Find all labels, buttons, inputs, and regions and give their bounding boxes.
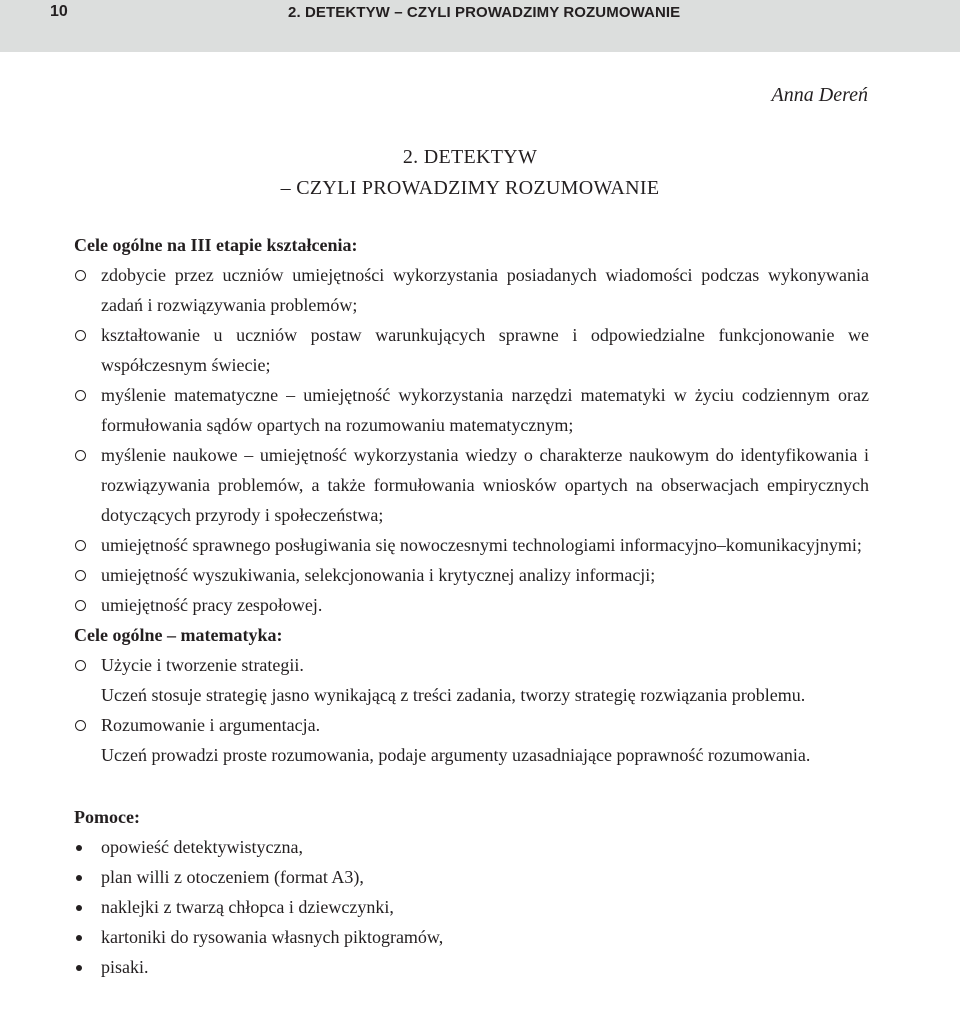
- aids-section: [74, 802, 869, 982]
- list-item-text: umiejętność wyszukiwania, selekcjonowania i krytycznej analizy informacji;: [101, 565, 656, 585]
- math-goals-list: [74, 650, 869, 680]
- bullet-dot-icon: [76, 905, 82, 911]
- circle-bullet-icon: [75, 660, 86, 671]
- author-name: Anna Dereń: [771, 84, 868, 106]
- chapter-title-line-2: – CZYLI PROWADZIMY ROZUMOWANIE: [280, 177, 660, 199]
- list-item: [74, 320, 869, 380]
- chapter-title: [0, 142, 940, 204]
- list-item-text: Rozumowanie i argumentacja.: [101, 715, 321, 735]
- circle-bullet-icon: [75, 720, 86, 731]
- list-item-text: kształtowanie u uczniów postaw warunkujących sprawne i odpowiedzialne funkcjonowanie we współczesnym świecie;: [101, 325, 869, 375]
- list-item-text: myślenie naukowe – umiejętność wykorzystania wiedzy o charakterze naukowym do identyfikowania i rozwiązywania problemów, a także formułowania wniosków opartych na obserwacjach empirycznych dotyczących przyrody i społeczeństwa;: [101, 445, 869, 525]
- circle-bullet-icon: [75, 600, 86, 611]
- circle-bullet-icon: [75, 330, 86, 341]
- circle-bullet-icon: [75, 540, 86, 551]
- list-item-text: pisaki.: [101, 957, 149, 977]
- list-item: [74, 380, 869, 440]
- running-header: [0, 0, 960, 52]
- list-item-text: opowieść detektywistyczna,: [101, 837, 303, 857]
- chapter-body: [74, 230, 869, 982]
- circle-bullet-icon: [75, 570, 86, 581]
- math-goals-heading: Cele ogólne – matematyka:: [74, 625, 283, 645]
- list-item: [74, 590, 869, 620]
- circle-bullet-icon: [75, 270, 86, 281]
- general-goals-heading: Cele ogólne na III etapie kształcenia:: [74, 235, 358, 255]
- list-item: [74, 560, 869, 590]
- list-item: [74, 892, 869, 922]
- list-item-text: myślenie matematyczne – umiejętność wykorzystania narzędzi matematyki w życiu codziennym oraz formułowania sądów opartych na rozumowaniu matematycznym;: [101, 385, 869, 435]
- bullet-dot-icon: [76, 845, 82, 851]
- list-item-text: zdobycie przez uczniów umiejętności wykorzystania posiadanych wiadomości podczas wykonywania zadań i rozwiązywania problemów;: [101, 265, 869, 315]
- bullet-dot-icon: [76, 965, 82, 971]
- bullet-dot-icon: [76, 875, 82, 881]
- chapter-title-line-1: 2. DETEKTYW: [402, 146, 538, 168]
- list-item: [74, 922, 869, 952]
- list-item: [74, 440, 869, 530]
- math-goals-list-continued: [74, 710, 869, 740]
- aids-list: [74, 832, 869, 982]
- list-item-text: naklejki z twarzą chłopca i dziewczynki,: [101, 897, 394, 917]
- running-title: 2. DETEKTYW – CZYLI PROWADZIMY ROZUMOWANIE: [288, 4, 681, 21]
- list-item: [74, 952, 869, 982]
- list-item-text: umiejętność pracy zespołowej.: [101, 595, 323, 615]
- list-item-text: umiejętność sprawnego posługiwania się nowoczesnymi technologiami informacyjno–komunikacyjnymi;: [101, 535, 862, 555]
- list-item-text: kartoniki do rysowania własnych piktogramów,: [101, 927, 444, 947]
- circle-bullet-icon: [75, 450, 86, 461]
- list-item: [74, 650, 869, 680]
- circle-bullet-icon: [75, 390, 86, 401]
- list-item: [74, 832, 869, 862]
- general-goals-list: [74, 260, 869, 620]
- aids-heading: Pomoce:: [74, 807, 140, 827]
- list-item-text: Użycie i tworzenie strategii.: [101, 655, 304, 675]
- page-number: 10: [50, 3, 68, 20]
- goal-description: Uczeń prowadzi proste rozumowania, podaje argumenty uzasadniające poprawność rozumowania.: [101, 745, 811, 765]
- goal-description: Uczeń stosuje strategię jasno wynikającą z treści zadania, tworzy strategię rozwiązania problemu.: [101, 685, 806, 705]
- list-item: [74, 260, 869, 320]
- list-item: [74, 710, 869, 740]
- bullet-dot-icon: [76, 935, 82, 941]
- list-item: [74, 530, 869, 560]
- list-item: [74, 862, 869, 892]
- list-item-text: plan willi z otoczeniem (format A3),: [101, 867, 364, 887]
